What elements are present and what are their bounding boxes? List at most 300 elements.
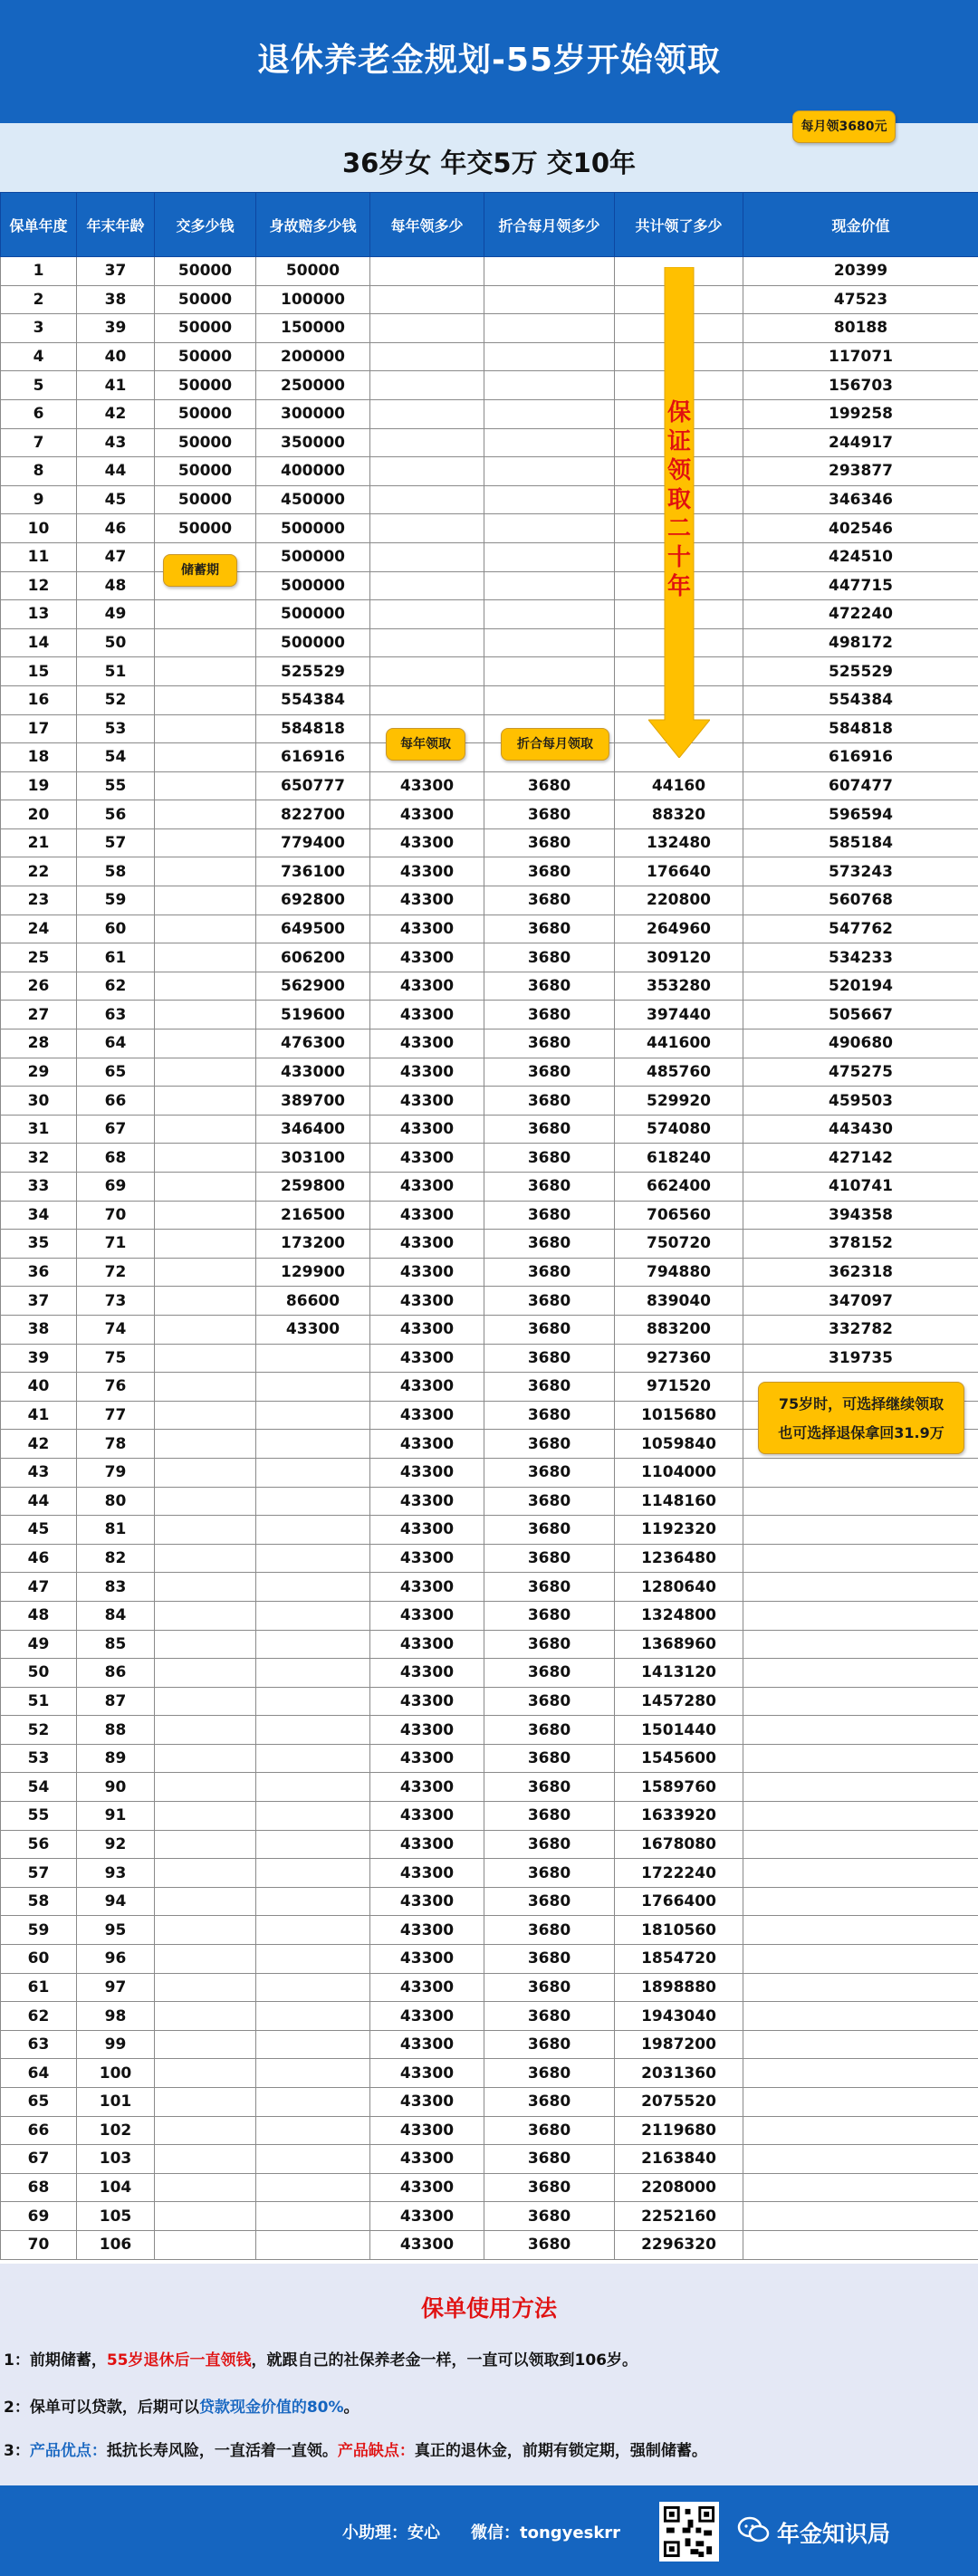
cell-total: 2119680	[615, 2116, 743, 2145]
cell-monthly: 3680	[484, 1287, 615, 1316]
cell-premium: 50000	[155, 285, 256, 314]
cell-death-benefit: 554384	[256, 685, 370, 714]
cell-monthly: 3680	[484, 1487, 615, 1516]
cell-cash-value: 475275	[743, 1058, 978, 1087]
cell-age: 96	[77, 1945, 155, 1974]
cell-year: 41	[1, 1401, 77, 1430]
cell-premium: 50000	[155, 485, 256, 514]
cell-death-benefit	[256, 1601, 370, 1630]
cell-year: 10	[1, 514, 77, 543]
cell-monthly: 3680	[484, 1887, 615, 1916]
usage-line-3	[4, 2437, 707, 2460]
table-row	[1, 2030, 978, 2059]
cell-premium	[155, 1630, 256, 1659]
cell-total: 1545600	[615, 1744, 743, 1773]
cell-age: 89	[77, 1744, 155, 1773]
cell-yearly: 43300	[370, 1144, 484, 1173]
cell-year: 56	[1, 1830, 77, 1859]
cell-year: 11	[1, 542, 77, 571]
cell-age: 47	[77, 542, 155, 571]
cell-age: 55	[77, 771, 155, 800]
cell-year: 42	[1, 1430, 77, 1459]
table-row	[1, 1516, 978, 1545]
cell-age: 49	[77, 600, 155, 629]
cell-total: 706560	[615, 1201, 743, 1230]
cell-yearly	[370, 685, 484, 714]
cell-cash-value: 199258	[743, 399, 978, 428]
cell-age: 56	[77, 800, 155, 829]
cell-yearly: 43300	[370, 1115, 484, 1144]
cell-cash-value: 410741	[743, 1173, 978, 1202]
cell-monthly: 3680	[484, 943, 615, 972]
cell-monthly: 3680	[484, 1001, 615, 1029]
cell-monthly: 3680	[484, 1630, 615, 1659]
cell-premium	[155, 1430, 256, 1459]
cell-premium	[155, 2116, 256, 2145]
cell-yearly: 43300	[370, 828, 484, 857]
cell-premium	[155, 1687, 256, 1716]
page-title: 退休养老金规划-55岁开始领取	[256, 42, 722, 79]
highlight-text: 贷款现金价值的80%	[198, 2399, 344, 2417]
cell-total: 618240	[615, 1144, 743, 1173]
cell-monthly: 3680	[484, 2116, 615, 2145]
cell-monthly: 3680	[484, 1945, 615, 1974]
wechat-id[interactable]: 微信：tongyeskrr	[471, 2523, 621, 2542]
cell-age: 40	[77, 342, 155, 371]
cell-premium	[155, 828, 256, 857]
cell-yearly: 43300	[370, 857, 484, 886]
cell-yearly: 43300	[370, 1973, 484, 2002]
text: 3：	[4, 2442, 30, 2460]
cell-monthly: 3680	[484, 2173, 615, 2202]
cell-monthly	[484, 428, 615, 457]
cell-year: 63	[1, 2030, 77, 2059]
cell-monthly: 3680	[484, 1544, 615, 1573]
cell-age: 101	[77, 2088, 155, 2117]
cell-age: 51	[77, 657, 155, 686]
cell-premium	[155, 1230, 256, 1259]
table-row	[1, 743, 978, 772]
cell-age: 42	[77, 399, 155, 428]
cell-year: 4	[1, 342, 77, 371]
cell-premium	[155, 1716, 256, 1745]
cell-year: 6	[1, 399, 77, 428]
cell-cash-value: 525529	[743, 657, 978, 686]
cell-year: 9	[1, 485, 77, 514]
table-row	[1, 1916, 978, 1945]
cell-death-benefit: 500000	[256, 542, 370, 571]
table-row	[1, 2088, 978, 2117]
cell-monthly	[484, 571, 615, 600]
cell-age: 52	[77, 685, 155, 714]
cell-death-benefit: 500000	[256, 571, 370, 600]
cell-cash-value	[743, 1830, 978, 1859]
cell-year: 55	[1, 1802, 77, 1831]
cell-cash-value	[743, 1601, 978, 1630]
cell-death-benefit: 129900	[256, 1258, 370, 1287]
cell-monthly: 3680	[484, 2059, 615, 2088]
cell-death-benefit	[256, 1401, 370, 1430]
cell-year: 40	[1, 1373, 77, 1402]
cell-total: 1457280	[615, 1687, 743, 1716]
cell-yearly: 43300	[370, 1716, 484, 1745]
surrender-note-badge	[758, 1382, 964, 1454]
cell-premium	[155, 1859, 256, 1888]
cell-yearly: 43300	[370, 1516, 484, 1545]
cell-cash-value: 319735	[743, 1344, 978, 1373]
cell-monthly: 3680	[484, 1716, 615, 1745]
cell-total: 1854720	[615, 1945, 743, 1974]
cell-cash-value	[743, 2059, 978, 2088]
cell-monthly: 3680	[484, 1973, 615, 2002]
cell-cash-value: 459503	[743, 1087, 978, 1116]
cell-premium	[155, 1601, 256, 1630]
cell-premium	[155, 1916, 256, 1945]
cell-cash-value: 498172	[743, 628, 978, 657]
text: 。	[343, 2399, 360, 2417]
cell-monthly: 3680	[484, 1687, 615, 1716]
cell-death-benefit: 150000	[256, 314, 370, 343]
cell-death-benefit: 450000	[256, 485, 370, 514]
cell-death-benefit: 389700	[256, 1087, 370, 1116]
cell-yearly: 43300	[370, 2030, 484, 2059]
cell-death-benefit: 822700	[256, 800, 370, 829]
cell-monthly: 3680	[484, 1173, 615, 1202]
cell-monthly: 3680	[484, 1087, 615, 1116]
cell-yearly: 43300	[370, 972, 484, 1001]
cell-death-benefit	[256, 2030, 370, 2059]
cell-total: 971520	[615, 1373, 743, 1402]
table-row	[1, 1058, 978, 1087]
cell-death-benefit: 346400	[256, 1115, 370, 1144]
cell-yearly: 43300	[370, 1173, 484, 1202]
cell-year: 25	[1, 943, 77, 972]
cell-cash-value	[743, 1687, 978, 1716]
cell-year: 26	[1, 972, 77, 1001]
cell-age: 99	[77, 2030, 155, 2059]
cell-cash-value: 244917	[743, 428, 978, 457]
cell-year: 27	[1, 1001, 77, 1029]
cell-premium	[155, 1544, 256, 1573]
usage-section	[0, 2264, 978, 2485]
cell-premium	[155, 2230, 256, 2259]
cell-yearly: 43300	[370, 1029, 484, 1058]
cell-premium	[155, 943, 256, 972]
cell-year: 69	[1, 2202, 77, 2231]
table-row	[1, 1087, 978, 1116]
cell-premium	[155, 1144, 256, 1173]
cell-total: 574080	[615, 1115, 743, 1144]
cell-cash-value: 394358	[743, 1201, 978, 1230]
cell-death-benefit	[256, 1344, 370, 1373]
cell-age: 38	[77, 285, 155, 314]
cell-yearly: 43300	[370, 2088, 484, 2117]
cell-monthly: 3680	[484, 2030, 615, 2059]
cell-age: 88	[77, 1716, 155, 1745]
cell-cash-value: 80188	[743, 314, 978, 343]
footer	[0, 2485, 978, 2576]
table-row	[1, 1201, 978, 1230]
cell-death-benefit	[256, 1516, 370, 1545]
cell-death-benefit: 500000	[256, 514, 370, 543]
cell-yearly: 43300	[370, 1887, 484, 1916]
cell-monthly: 3680	[484, 1830, 615, 1859]
cell-monthly	[484, 628, 615, 657]
cell-cash-value	[743, 1945, 978, 1974]
cell-yearly	[370, 514, 484, 543]
cell-monthly: 3680	[484, 915, 615, 943]
cell-age: 44	[77, 457, 155, 486]
cell-total: 88320	[615, 800, 743, 829]
cell-age: 50	[77, 628, 155, 657]
cell-yearly: 43300	[370, 915, 484, 943]
table-row	[1, 1001, 978, 1029]
cell-premium	[155, 1173, 256, 1202]
cell-cash-value: 447715	[743, 571, 978, 600]
cell-premium	[155, 857, 256, 886]
note-line-2: 也可选择退保拿回31.9万	[778, 1424, 944, 1441]
cell-monthly: 3680	[484, 972, 615, 1001]
table-row	[1, 1144, 978, 1173]
cell-year: 48	[1, 1601, 77, 1630]
cell-premium	[155, 1115, 256, 1144]
cell-premium	[155, 1773, 256, 1802]
cell-age: 64	[77, 1029, 155, 1058]
cell-cash-value	[743, 1458, 978, 1487]
cell-premium	[155, 1887, 256, 1916]
cell-year: 52	[1, 1716, 77, 1745]
cell-yearly	[370, 399, 484, 428]
col-header: 身故赔多少钱	[256, 193, 370, 257]
cell-yearly: 43300	[370, 2230, 484, 2259]
cell-cash-value: 520194	[743, 972, 978, 1001]
cell-total: 2075520	[615, 2088, 743, 2117]
cell-monthly	[484, 514, 615, 543]
cell-year: 29	[1, 1058, 77, 1087]
table-row	[1, 2116, 978, 2145]
cell-year: 35	[1, 1230, 77, 1259]
table-row	[1, 2230, 978, 2259]
cell-monthly: 3680	[484, 1659, 615, 1688]
cell-yearly: 43300	[370, 800, 484, 829]
cell-age: 41	[77, 371, 155, 400]
cell-year: 70	[1, 2230, 77, 2259]
cell-total: 1368960	[615, 1630, 743, 1659]
cell-premium	[155, 1287, 256, 1316]
text: ，就跟自己的社保养老金一样，一直可以领取到106岁。	[251, 2351, 638, 2370]
cell-year: 14	[1, 628, 77, 657]
cell-death-benefit: 200000	[256, 342, 370, 371]
cell-death-benefit	[256, 1830, 370, 1859]
cell-monthly	[484, 285, 615, 314]
table-row	[1, 1859, 978, 1888]
cell-year: 17	[1, 714, 77, 743]
cell-cash-value	[743, 1773, 978, 1802]
cell-monthly: 3680	[484, 1773, 615, 1802]
cell-death-benefit: 500000	[256, 628, 370, 657]
cell-death-benefit: 173200	[256, 1230, 370, 1259]
table-row	[1, 1973, 978, 2002]
cell-year: 28	[1, 1029, 77, 1058]
cell-year: 66	[1, 2116, 77, 2145]
cell-year: 61	[1, 1973, 77, 2002]
cell-monthly	[484, 657, 615, 686]
cell-age: 74	[77, 1315, 155, 1344]
wechat-logo-icon	[737, 2516, 770, 2543]
cell-yearly	[370, 428, 484, 457]
cell-premium	[155, 1029, 256, 1058]
cell-cash-value	[743, 1973, 978, 2002]
cell-death-benefit: 50000	[256, 257, 370, 286]
cell-monthly: 3680	[484, 2002, 615, 2031]
table-row	[1, 457, 978, 486]
cell-yearly: 43300	[370, 2202, 484, 2231]
cell-death-benefit	[256, 2202, 370, 2231]
cell-cash-value	[743, 2145, 978, 2174]
table-row	[1, 428, 978, 457]
cell-monthly	[484, 371, 615, 400]
table-row	[1, 1458, 978, 1487]
cell-death-benefit: 562900	[256, 972, 370, 1001]
cell-total: 1413120	[615, 1659, 743, 1688]
table-row	[1, 685, 978, 714]
cell-year: 68	[1, 2173, 77, 2202]
cons-label: 产品缺点：	[337, 2442, 415, 2460]
cell-total: 1766400	[615, 1887, 743, 1916]
cell-total: 441600	[615, 1029, 743, 1058]
cell-monthly	[484, 600, 615, 629]
cell-age: 85	[77, 1630, 155, 1659]
cell-age: 57	[77, 828, 155, 857]
table-row	[1, 1659, 978, 1688]
cell-death-benefit: 606200	[256, 943, 370, 972]
cell-yearly	[370, 600, 484, 629]
cell-year: 23	[1, 886, 77, 915]
cell-total: 220800	[615, 886, 743, 915]
cell-cash-value	[743, 2002, 978, 2031]
header-banner	[0, 0, 978, 123]
cell-cash-value: 427142	[743, 1144, 978, 1173]
cell-yearly	[370, 657, 484, 686]
cell-premium: 50000	[155, 428, 256, 457]
cell-age: 65	[77, 1058, 155, 1087]
cell-yearly	[370, 314, 484, 343]
cell-death-benefit: 779400	[256, 828, 370, 857]
cell-premium	[155, 1659, 256, 1688]
cell-age: 90	[77, 1773, 155, 1802]
cell-premium	[155, 1516, 256, 1545]
cell-cash-value	[743, 1744, 978, 1773]
cell-year: 54	[1, 1773, 77, 1802]
table-row	[1, 915, 978, 943]
cell-year: 59	[1, 1916, 77, 1945]
cell-year: 50	[1, 1659, 77, 1688]
cell-age: 59	[77, 886, 155, 915]
cell-monthly	[484, 314, 615, 343]
cell-age: 68	[77, 1144, 155, 1173]
table-row	[1, 628, 978, 657]
table-row	[1, 1487, 978, 1516]
cell-total: 529920	[615, 1087, 743, 1116]
cell-death-benefit: 250000	[256, 371, 370, 400]
cell-premium	[155, 1258, 256, 1287]
cell-premium	[155, 2088, 256, 2117]
qr-code-icon[interactable]	[659, 2502, 719, 2562]
table-row	[1, 1315, 978, 1344]
cell-total: 927360	[615, 1344, 743, 1373]
cell-monthly	[484, 342, 615, 371]
cell-year: 18	[1, 743, 77, 772]
cell-year: 2	[1, 285, 77, 314]
cell-premium	[155, 1744, 256, 1773]
cell-yearly: 43300	[370, 1601, 484, 1630]
cell-death-benefit: 650777	[256, 771, 370, 800]
table-row	[1, 1744, 978, 1773]
cell-death-benefit	[256, 2088, 370, 2117]
cell-death-benefit	[256, 1945, 370, 1974]
cell-age: 106	[77, 2230, 155, 2259]
cell-age: 92	[77, 1830, 155, 1859]
cell-age: 98	[77, 2002, 155, 2031]
cell-year: 21	[1, 828, 77, 857]
cell-yearly: 43300	[370, 1087, 484, 1116]
cell-yearly: 43300	[370, 1687, 484, 1716]
cell-cash-value: 443430	[743, 1115, 978, 1144]
col-header: 每年领多少	[370, 193, 484, 257]
table-row	[1, 771, 978, 800]
cell-premium	[155, 1945, 256, 1974]
cell-age: 67	[77, 1115, 155, 1144]
cell-cash-value: 347097	[743, 1287, 978, 1316]
cell-age: 43	[77, 428, 155, 457]
cell-premium	[155, 628, 256, 657]
cell-monthly: 3680	[484, 1029, 615, 1058]
cell-year: 16	[1, 685, 77, 714]
cell-year: 47	[1, 1573, 77, 1602]
cell-yearly	[370, 457, 484, 486]
cell-cash-value	[743, 1573, 978, 1602]
cell-cash-value: 616916	[743, 743, 978, 772]
cell-total: 176640	[615, 857, 743, 886]
cell-total: 1148160	[615, 1487, 743, 1516]
cell-death-benefit	[256, 1887, 370, 1916]
cell-age: 83	[77, 1573, 155, 1602]
cell-yearly: 43300	[370, 2173, 484, 2202]
cell-year: 30	[1, 1087, 77, 1116]
cell-monthly: 3680	[484, 1916, 615, 1945]
cell-monthly	[484, 257, 615, 286]
cell-death-benefit	[256, 1716, 370, 1745]
cell-death-benefit	[256, 1544, 370, 1573]
cell-total: 839040	[615, 1287, 743, 1316]
cell-yearly: 43300	[370, 1401, 484, 1430]
table-row	[1, 1887, 978, 1916]
cell-death-benefit: 400000	[256, 457, 370, 486]
cell-premium	[155, 1573, 256, 1602]
cell-premium	[155, 1973, 256, 2002]
cell-monthly	[484, 542, 615, 571]
table-row	[1, 314, 978, 343]
cell-yearly: 43300	[370, 1916, 484, 1945]
cell-premium: 50000	[155, 342, 256, 371]
cell-cash-value: 607477	[743, 771, 978, 800]
table-row	[1, 857, 978, 886]
cell-death-benefit: 584818	[256, 714, 370, 743]
cell-age: 39	[77, 314, 155, 343]
cell-year: 12	[1, 571, 77, 600]
cell-yearly	[370, 342, 484, 371]
cell-year: 3	[1, 314, 77, 343]
